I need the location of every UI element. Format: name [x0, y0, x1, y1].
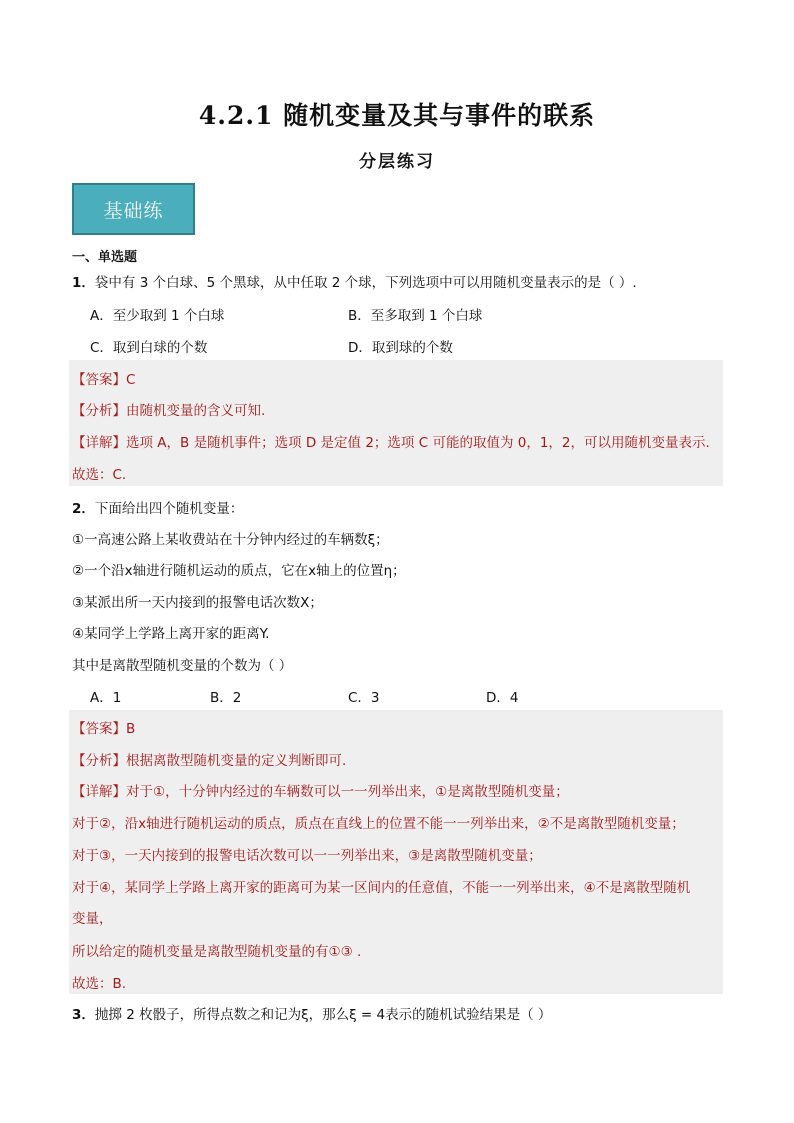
q2-option-d: D．4	[486, 690, 519, 706]
question-number: 3．	[72, 1007, 95, 1023]
q2-detail-line-1	[72, 780, 569, 800]
question-text: 袋中有 3 个白球、5 个黑球，从中任取 2 个球，下列选项中可以用随机变量表示的是（ ）.	[94, 275, 637, 291]
level-badge: 基础练	[72, 183, 195, 235]
answer-label: 【答案】	[72, 372, 126, 388]
q2-detail-line-3: 对于③，一天内接到的报警电话次数可以一一列举出来，③是离散型随机变量；	[72, 848, 542, 864]
q2-question: 其中是离散型随机变量的个数为（ ）	[72, 658, 293, 674]
q2-analysis	[72, 749, 346, 769]
question-3-stem	[72, 1003, 551, 1023]
question-2-stem	[72, 497, 243, 517]
q2-item-3: ③某派出所一天内接到的报警电话次数X；	[72, 595, 323, 611]
analysis-text: 由随机变量的含义可知.	[126, 403, 266, 419]
detail-label: 【详解】	[72, 435, 126, 451]
detail-text: 选项 A，B 是随机事件；选项 D 是定值 2；选项 C 可能的取值为 0，1，2，可以用随机变量表示.	[126, 435, 710, 451]
q2-option-c: C．3	[348, 690, 380, 706]
q2-detail-line-5: 变量，	[72, 911, 113, 927]
q2-item-2: ②一个沿x轴进行随机运动的质点，它在x轴上的位置η；	[72, 563, 406, 579]
q2-option-a: A．1	[90, 690, 122, 706]
q1-choose: 故选：C.	[72, 467, 127, 483]
question-text: 抛掷 2 枚骰子，所得点数之和记为ξ，那么ξ = 4表示的随机试验结果是（ ）	[94, 1007, 552, 1023]
page-subtitle: 分层练习	[359, 152, 435, 172]
q2-choose: 故选：B.	[72, 976, 127, 992]
section-heading: 一、单选题	[72, 250, 138, 265]
q2-item-4: ④某同学上学路上离开家的距离Y.	[72, 626, 270, 642]
question-number: 1．	[72, 275, 95, 291]
answer-label: 【答案】	[72, 721, 126, 737]
answer-value: C	[126, 372, 136, 388]
q1-detail	[72, 431, 710, 451]
q2-detail-line-4: 对于④，某同学上学路上离开家的距离可为某一区间内的任意值，不能一一列举出来，④不是离散型随机	[72, 880, 691, 896]
q2-item-1: ①一高速公路上某收费站在十分钟内经过的车辆数ξ；	[72, 532, 389, 548]
q2-option-b: B．2	[210, 690, 242, 706]
analysis-text: 根据离散型随机变量的定义判断即可.	[126, 753, 347, 769]
q2-detail-line-2: 对于②，沿x轴进行随机运动的质点，质点在直线上的位置不能一一列举出来，②不是离散型随机变量；	[72, 816, 685, 832]
analysis-label: 【分析】	[72, 403, 126, 419]
q1-option-c: C．取到白球的个数	[90, 340, 208, 356]
question-text: 下面给出四个随机变量：	[94, 501, 244, 517]
detail-label: 【详解】	[72, 784, 126, 800]
q1-analysis	[72, 399, 265, 419]
q1-solution-box	[69, 360, 723, 486]
answer-value: B	[126, 721, 136, 737]
q1-option-a: A．至少取到 1 个白球	[90, 308, 225, 324]
page-title: 4.2.1 随机变量及其与事件的联系	[198, 101, 596, 130]
q2-detail-line-6: 所以给定的随机变量是离散型随机变量的有①③ .	[72, 944, 362, 960]
q2-answer	[72, 717, 135, 737]
analysis-label: 【分析】	[72, 753, 126, 769]
q1-option-b: B．至多取到 1 个白球	[348, 308, 483, 324]
q1-option-d: D．取到球的个数	[348, 340, 453, 356]
detail-text: 对于①，十分钟内经过的车辆数可以一一列举出来，①是离散型随机变量；	[126, 784, 569, 800]
question-1-stem	[72, 271, 637, 291]
q1-answer	[72, 368, 135, 388]
question-number: 2．	[72, 501, 95, 517]
